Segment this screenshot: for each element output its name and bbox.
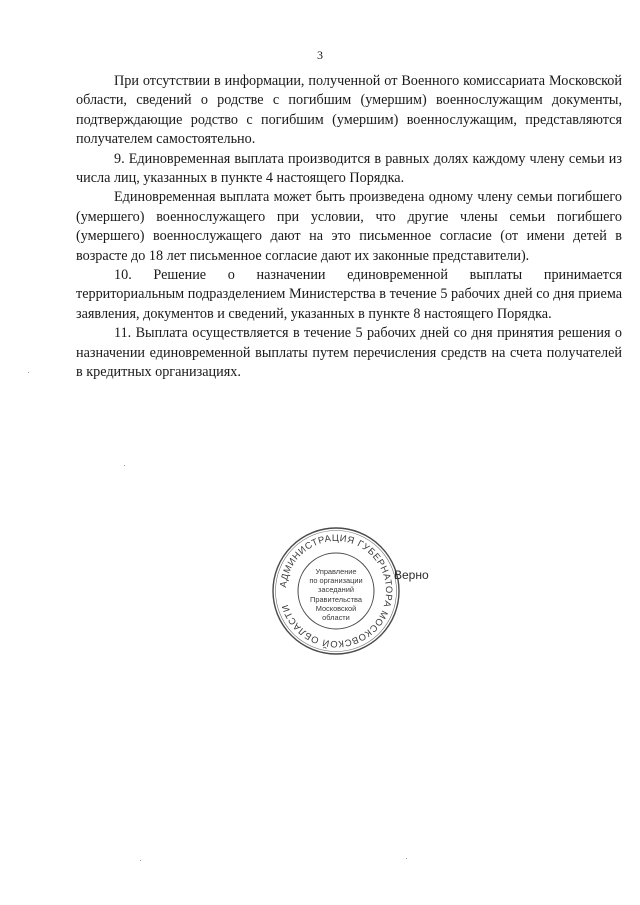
paragraph-item-11: 11. Выплата осуществляется в течение 5 рабочих дней со дня принятия решения о назначении единовременной выплаты путем перечисления средств на счета получателей в кредитных организациях. — [76, 325, 622, 381]
stamp-line: по организации — [309, 576, 363, 586]
scan-speck — [124, 465, 125, 466]
stamp-inner-text — [302, 567, 370, 622]
stamp-line: Правительства — [310, 594, 362, 604]
scan-speck — [406, 858, 407, 859]
scan-speck — [28, 372, 29, 373]
paragraph-relationship-documents: При отсутствии в информации, полученной от Военного комиссариата Московской области, сведений о родстве с погибшим (умершим) военнослужащим документы, подтверждающие родство с погибшим (умершим) военнослужащим, представляются получателем самостоятельно. — [76, 73, 622, 148]
paragraph-item-10: 10. Решение о назначении единовременной выплаты принимается территориальным подразделением Министерства в течение 5 рабочих дней со дня приема заявления, документов и сведений, указанных в пункте 8 настоящего Порядка. — [76, 267, 622, 322]
scan-speck — [140, 860, 141, 861]
page-number: 3 — [317, 48, 323, 62]
certification-label: Верно — [394, 568, 429, 582]
paragraph-single-member-payment: Единовременная выплата может быть произведена одному члену семьи погибшего (умершего) военнослужащего при условии, что другие члены семьи погибшего (умершего) военнослужащего дают на это письменное согласие (от имени детей в возрасте до 18 лет письменное согласие дают их законные представители). — [76, 189, 622, 264]
stamp-line: Московской — [315, 603, 357, 613]
paragraph-item-9: 9. Единовременная выплата производится в равных долях каждому члену семьи из числа лиц, указанных в пункте 4 настоящего Порядка. — [76, 150, 622, 187]
document-body — [76, 72, 622, 383]
stamp-line: заседаний — [318, 585, 354, 595]
stamp-line: области — [322, 613, 350, 623]
stamp-ring-text: АДМИНИСТРАЦИЯ ГУБЕРНАТОРА МОСКОВСКОЙ ОБЛАСТИ — [277, 531, 396, 651]
stamp-line: Управление — [315, 567, 357, 576]
